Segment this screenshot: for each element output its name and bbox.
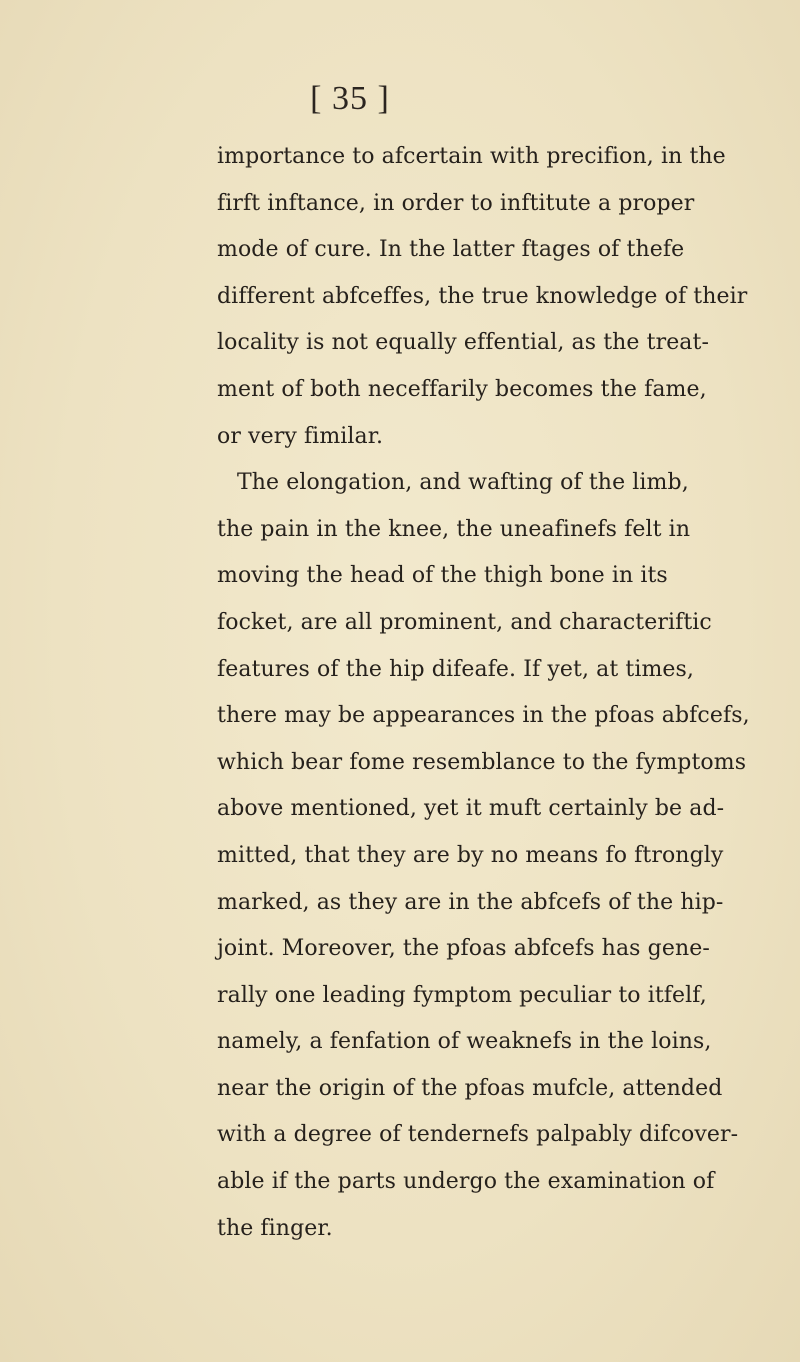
text-line: near the origin of the pfoas mufcle, attended xyxy=(217,1075,723,1101)
text-line: there may be appearances in the pfoas abfcefs, xyxy=(217,703,750,729)
text-line: different abfceffes, the true knowledge of their xyxy=(217,283,748,309)
text-line: the pain in the knee, the uneafinefs felt in xyxy=(217,516,691,542)
body-text xyxy=(217,134,750,1252)
text-line: which bear fome resemblance to the fymptoms xyxy=(217,749,747,775)
text-line: moving the head of the thigh bone in its xyxy=(217,563,668,589)
text-line: with a degree of tendernefs palpably difcover- xyxy=(217,1122,739,1148)
text-line: able if the parts undergo the examination of xyxy=(217,1169,715,1195)
text-line: features of the hip difeafe. If yet, at times, xyxy=(217,656,695,682)
text-line: The elongation, and wafting of the limb, xyxy=(237,470,689,496)
text-line: locality is not equally effential, as the treat- xyxy=(217,330,710,356)
text-line: mode of cure. In the latter ftages of thefe xyxy=(217,237,685,263)
text-line: importance to afcertain with precifion, in the xyxy=(217,144,726,169)
text-line: ment of both neceffarily becomes the fame, xyxy=(217,376,707,402)
text-line: the finger. xyxy=(217,1215,333,1241)
text-line: firft inftance, in order to inftitute a proper xyxy=(217,190,695,216)
text-line: above mentioned, yet it muft certainly be ad- xyxy=(217,796,725,822)
text-line: marked, as they are in the abfcefs of the hip- xyxy=(217,889,724,915)
text-line: joint. Moreover, the pfoas abfcefs has gene- xyxy=(217,936,710,962)
page-number: [ 35 ] xyxy=(310,80,390,117)
text-line: rally one leading fymptom peculiar to itfelf, xyxy=(217,982,707,1008)
text-line: focket, are all prominent, and characteriftic xyxy=(217,609,712,635)
text-line: mitted, that they are by no means fo ftrongly xyxy=(217,842,724,868)
text-line: or very fimilar. xyxy=(217,423,384,449)
text-line: namely, a fenfation of weaknefs in the loins, xyxy=(217,1029,712,1055)
text-lines xyxy=(217,134,750,1252)
